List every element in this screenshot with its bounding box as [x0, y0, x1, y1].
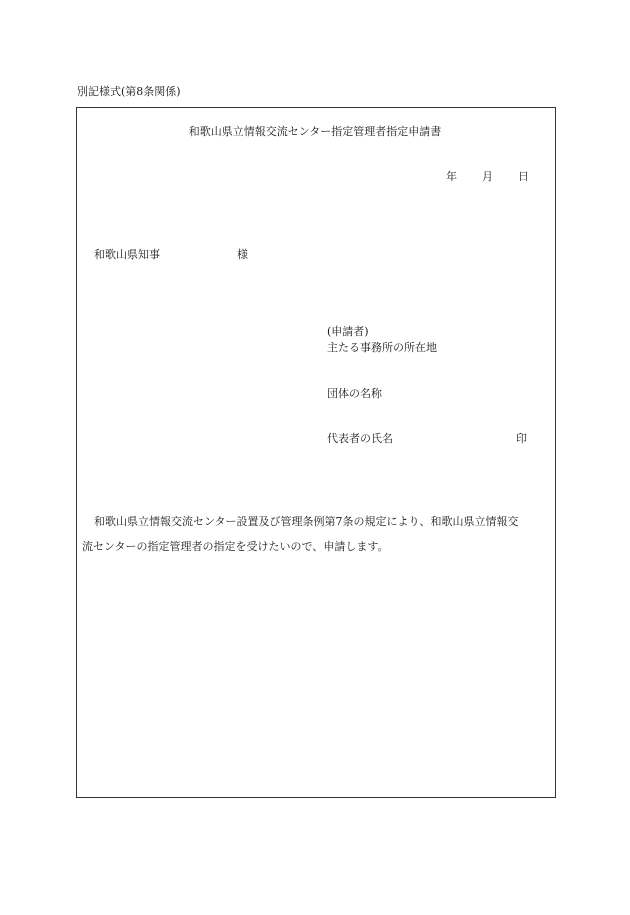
date-day-label: 日	[518, 170, 529, 183]
addressee-honorific: 様	[237, 248, 248, 261]
form-frame	[76, 107, 556, 798]
application-statement	[82, 509, 552, 559]
representative-name-label: 代表者の氏名	[327, 432, 393, 445]
organization-name-label: 団体の名称	[327, 387, 382, 400]
office-address-label: 主たる事務所の所在地	[327, 341, 437, 354]
form-label: 別記様式(第8条関係)	[77, 85, 181, 98]
seal-mark: 印	[516, 432, 527, 445]
statement-line-1: 和歌山県立情報交流センター設置及び管理条例第7条の規定により、和歌山県立情報交	[94, 515, 519, 528]
statement-line-2: 流センターの指定管理者の指定を受けたいので、申請します。	[82, 540, 389, 553]
applicant-heading: (申請者)	[327, 325, 369, 338]
addressee-name: 和歌山県知事	[94, 248, 160, 261]
date-month-label: 月	[482, 170, 493, 183]
document-title: 和歌山県立情報交流センター指定管理者指定申請書	[188, 125, 442, 138]
date-year-label: 年	[446, 170, 457, 183]
